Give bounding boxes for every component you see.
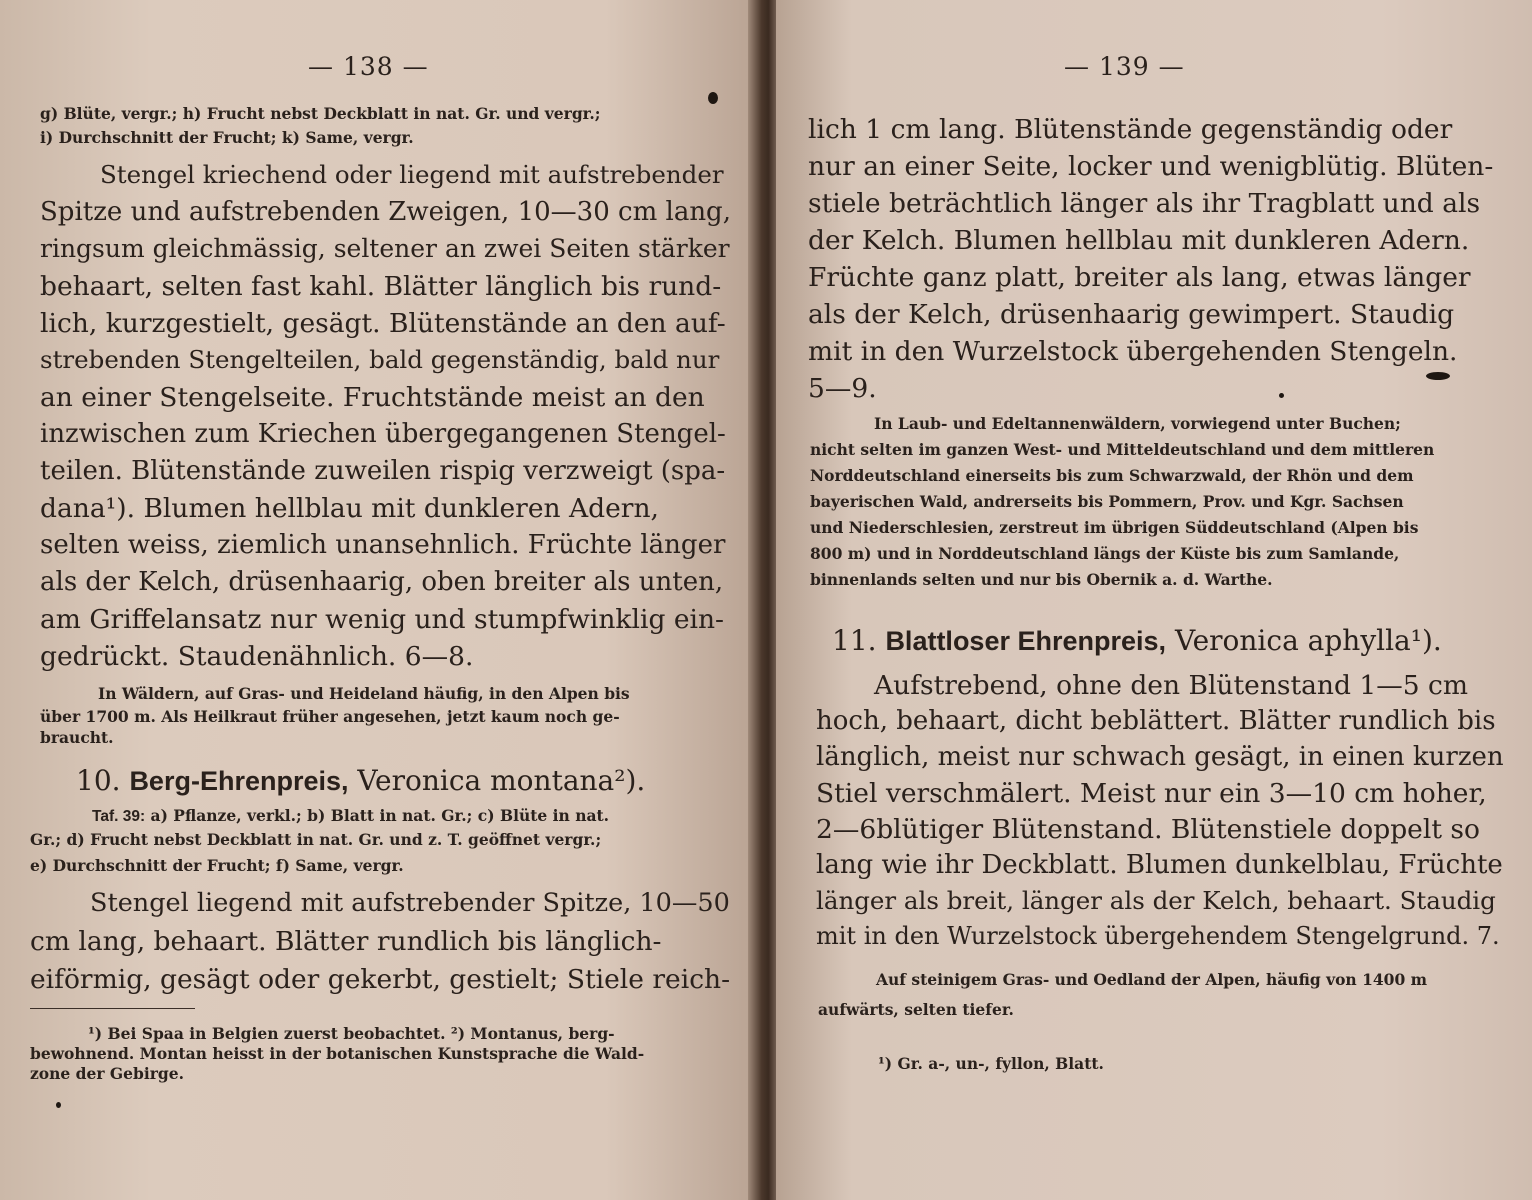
left-page bbox=[0, 0, 756, 1200]
footnote-rule bbox=[30, 1008, 195, 1009]
body-line: an einer Stengelseite. Fruchtstände meist an den bbox=[40, 382, 705, 413]
species-name: Blattloser Ehrenpreis, bbox=[885, 626, 1167, 656]
footnote-line: ¹) Gr. a-, un-, fyllon, Blatt. bbox=[878, 1054, 1104, 1073]
species-latin: Veronica aphylla¹). bbox=[1174, 624, 1442, 657]
body-line: lich, kurzgestielt, gesägt. Blütenstände an den auf- bbox=[40, 308, 726, 339]
body-line: stiele beträchtlich länger als ihr Tragblatt und als bbox=[808, 188, 1481, 219]
footnote-line: ¹) Bei Spaa in Belgien zuerst beobachtet. ²) Montanus, berg- bbox=[88, 1024, 615, 1043]
body-line: länglich, meist nur schwach gesägt, in einen kurzen bbox=[816, 742, 1504, 772]
body-line: Stengel liegend mit aufstrebender Spitze, 10—50 bbox=[90, 888, 730, 918]
body-line: als der Kelch, drüsenhaarig gewimpert. Staudig bbox=[808, 299, 1455, 330]
habitat-line: über 1700 m. Als Heilkraut früher angesehen, jetzt kaum noch ge- bbox=[40, 707, 620, 726]
body-line: lang wie ihr Deckblatt. Blumen dunkelblau, Früchte bbox=[816, 850, 1503, 880]
habitat-line: 800 m) und in Norddeutschland längs der Küste bis zum Samlande, bbox=[810, 544, 1400, 563]
body-line: hoch, behaart, dicht beblättert. Blätter rundlich bis bbox=[816, 706, 1496, 736]
page-number-left: — 138 — bbox=[308, 52, 429, 81]
habitat-line: und Niederschlesien, zerstreut im übrigen Süddeutschland (Alpen bis bbox=[810, 518, 1419, 537]
body-line: Stiel verschmälert. Meist nur ein 3—10 cm hoher, bbox=[816, 778, 1487, 809]
body-line: nur an einer Seite, locker und wenigblütig. Blüten- bbox=[808, 151, 1494, 182]
plate-text: a) Pflanze, verkl.; b) Blatt in nat. Gr.; c) Blüte in nat. bbox=[150, 806, 610, 825]
habitat-line: nicht selten im ganzen West- und Mitteldeutschland und dem mittleren bbox=[810, 440, 1435, 459]
body-line: lich 1 cm lang. Blütenstände gegenständig oder bbox=[808, 114, 1453, 145]
body-line: eiförmig, gesägt oder gekerbt, gestielt; Stiele reich- bbox=[30, 964, 731, 995]
body-line: Aufstrebend, ohne den Blütenstand 1—5 cm bbox=[874, 670, 1468, 701]
habitat-line: aufwärts, selten tiefer. bbox=[818, 1000, 1014, 1019]
body-line: länger als breit, länger als der Kelch, behaart. Staudig bbox=[816, 886, 1496, 915]
habitat-line: bayerischen Wald, andrerseits bis Pommern, Prov. und Kgr. Sachsen bbox=[810, 492, 1404, 511]
caption-line: i) Durchschnitt der Frucht; k) Same, vergr. bbox=[40, 128, 414, 147]
plate-line: Gr.; d) Frucht nebst Deckblatt in nat. Gr. und z. T. geöffnet vergr.; bbox=[30, 830, 602, 849]
body-line: mit in den Wurzelstock übergehenden Stengeln. bbox=[808, 336, 1458, 367]
body-line: 5—9. bbox=[808, 373, 877, 404]
body-line: als der Kelch, drüsenhaarig, oben breiter als unten, bbox=[40, 567, 724, 597]
plate-line: e) Durchschnitt der Frucht; f) Same, vergr. bbox=[30, 856, 404, 875]
ink-speck bbox=[56, 1102, 61, 1108]
ink-speck bbox=[1279, 393, 1284, 398]
body-line: inzwischen zum Kriechen übergegangenen Stengel- bbox=[40, 419, 726, 449]
body-line: am Griffelansatz nur wenig und stumpfwinklig ein- bbox=[40, 604, 725, 635]
habitat-line: Norddeutschland einerseits bis zum Schwarzwald, der Rhön und dem bbox=[810, 466, 1414, 485]
body-line: Spitze und aufstrebenden Zweigen, 10—30 cm lang, bbox=[40, 197, 731, 227]
habitat-line: Auf steinigem Gras- und Oedland der Alpen, häufig von 1400 m bbox=[876, 970, 1428, 989]
right-page bbox=[776, 0, 1532, 1200]
caption-line: g) Blüte, vergr.; h) Frucht nebst Deckblatt in nat. Gr. und vergr.; bbox=[40, 104, 601, 123]
habitat-line: In Wäldern, auf Gras- und Heideland häufig, in den Alpen bis bbox=[98, 684, 630, 703]
body-line: dana¹). Blumen hellblau mit dunkleren Adern, bbox=[40, 493, 659, 524]
species-number: 11. bbox=[832, 624, 877, 657]
page-number-right: — 139 — bbox=[1064, 52, 1185, 81]
body-line: strebenden Stengelteilen, bald gegenständig, bald nur bbox=[40, 345, 720, 374]
body-line: gedrückt. Staudenähnlich. 6—8. bbox=[40, 641, 474, 672]
species-heading bbox=[832, 624, 1442, 657]
species-name: Berg-Ehrenpreis, bbox=[129, 766, 349, 796]
body-line: teilen. Blütenstände zuweilen rispig verzweigt (spa- bbox=[40, 456, 726, 486]
body-line: ringsum gleichmässig, seltener an zwei Seiten stärker bbox=[40, 234, 730, 263]
body-line: Früchte ganz platt, breiter als lang, etwas länger bbox=[808, 262, 1471, 293]
footnote-line: bewohnend. Montan heisst in der botanischen Kunstsprache die Wald- bbox=[30, 1044, 645, 1063]
body-line: 2—6blütiger Blütenstand. Blütenstiele doppelt so bbox=[816, 814, 1480, 845]
body-line: selten weiss, ziemlich unansehnlich. Früchte länger bbox=[40, 530, 726, 560]
body-line: mit in den Wurzelstock übergehendem Stengelgrund. 7. bbox=[816, 922, 1500, 950]
body-line: der Kelch. Blumen hellblau mit dunkleren Adern. bbox=[808, 225, 1470, 256]
plate-label: Taf. 39: bbox=[92, 808, 146, 825]
species-number: 10. bbox=[76, 764, 121, 797]
body-line: Stengel kriechend oder liegend mit aufstrebender bbox=[100, 160, 724, 189]
species-heading bbox=[76, 764, 645, 797]
ink-speck bbox=[708, 92, 718, 104]
habitat-line: binnenlands selten und nur bis Obernik a. d. Warthe. bbox=[810, 570, 1273, 589]
footnote-line: zone der Gebirge. bbox=[30, 1064, 185, 1083]
species-latin: Veronica montana²). bbox=[357, 764, 646, 797]
habitat-line: braucht. bbox=[40, 728, 114, 747]
habitat-line: In Laub- und Edeltannenwäldern, vorwiegend unter Buchen; bbox=[874, 414, 1401, 433]
body-line: behaart, selten fast kahl. Blätter länglich bis rund- bbox=[40, 271, 722, 302]
body-line: cm lang, behaart. Blätter rundlich bis länglich- bbox=[30, 926, 662, 957]
plate-line bbox=[92, 806, 609, 826]
ink-speck bbox=[1426, 372, 1450, 380]
